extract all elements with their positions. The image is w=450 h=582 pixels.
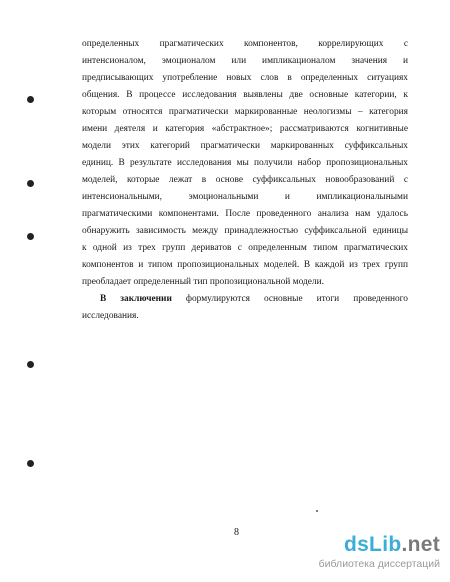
conclusion-line-1 (100, 293, 408, 305)
scan-speck (316, 510, 318, 512)
body-line-12: обнаружить зависимость между принадлежностью суффиксальной единицы (82, 226, 408, 236)
binder-hole-mark (27, 460, 34, 467)
binder-hole-mark (27, 180, 34, 187)
body-line-2: интенсионалом, эмоционалом или импликационалом значения и (82, 56, 408, 66)
body-line-4: общения. В процессе исследования выявлены две основные категории, к (82, 90, 408, 100)
body-line-3: предписывающих употребление новых слов в определенных ситуациях (82, 73, 408, 83)
conclusion-rest: формулируются основные итоги проведенного (171, 294, 408, 304)
dslib-watermark (320, 533, 440, 573)
watermark-subtitle: библиотека диссертаций (318, 558, 440, 570)
body-line-11: прагматическими компонентами. После проведенного анализа нам удалось (82, 209, 408, 219)
binder-hole-mark (27, 233, 34, 240)
watermark-logo-main: dsLib (343, 533, 402, 556)
binder-hole-mark (27, 96, 34, 103)
conclusion-line-2: исследования. (82, 311, 139, 321)
body-line-14: компонентов и типом пропозициональных моделей. В каждой из трех групп (82, 260, 408, 270)
watermark-logo-accent: .net (401, 533, 440, 556)
body-line-13: к одной из трех групп дериватов с определенным типом прагматических (82, 243, 408, 253)
conclusion-lead: В заключении (100, 294, 172, 304)
body-line-1: определенных прагматических компонентов, коррелирующих с (82, 39, 408, 49)
watermark-logo (344, 533, 440, 557)
body-line-8: единиц. В результате исследования мы получили набор пропозициональных (82, 158, 408, 168)
body-line-10: интенсиональными, эмоциональными и импликационалыными (82, 192, 408, 202)
page-number: 8 (234, 527, 239, 538)
body-line-15: преобладает определенный тип пропозициональной модели. (82, 277, 324, 287)
binder-hole-mark (27, 361, 34, 368)
body-line-7: модели этих категорий прагматически маркированных суффиксальных (82, 141, 408, 151)
body-line-5: которым относятся прагматически маркированные неологизмы – категория (82, 107, 408, 117)
body-line-9: моделей, которые лежат в основе суффиксальных новообразований с (82, 175, 408, 185)
body-line-6: имени деятеля и категория «абстрактное»; рассматриваются когнитивные (82, 124, 408, 134)
